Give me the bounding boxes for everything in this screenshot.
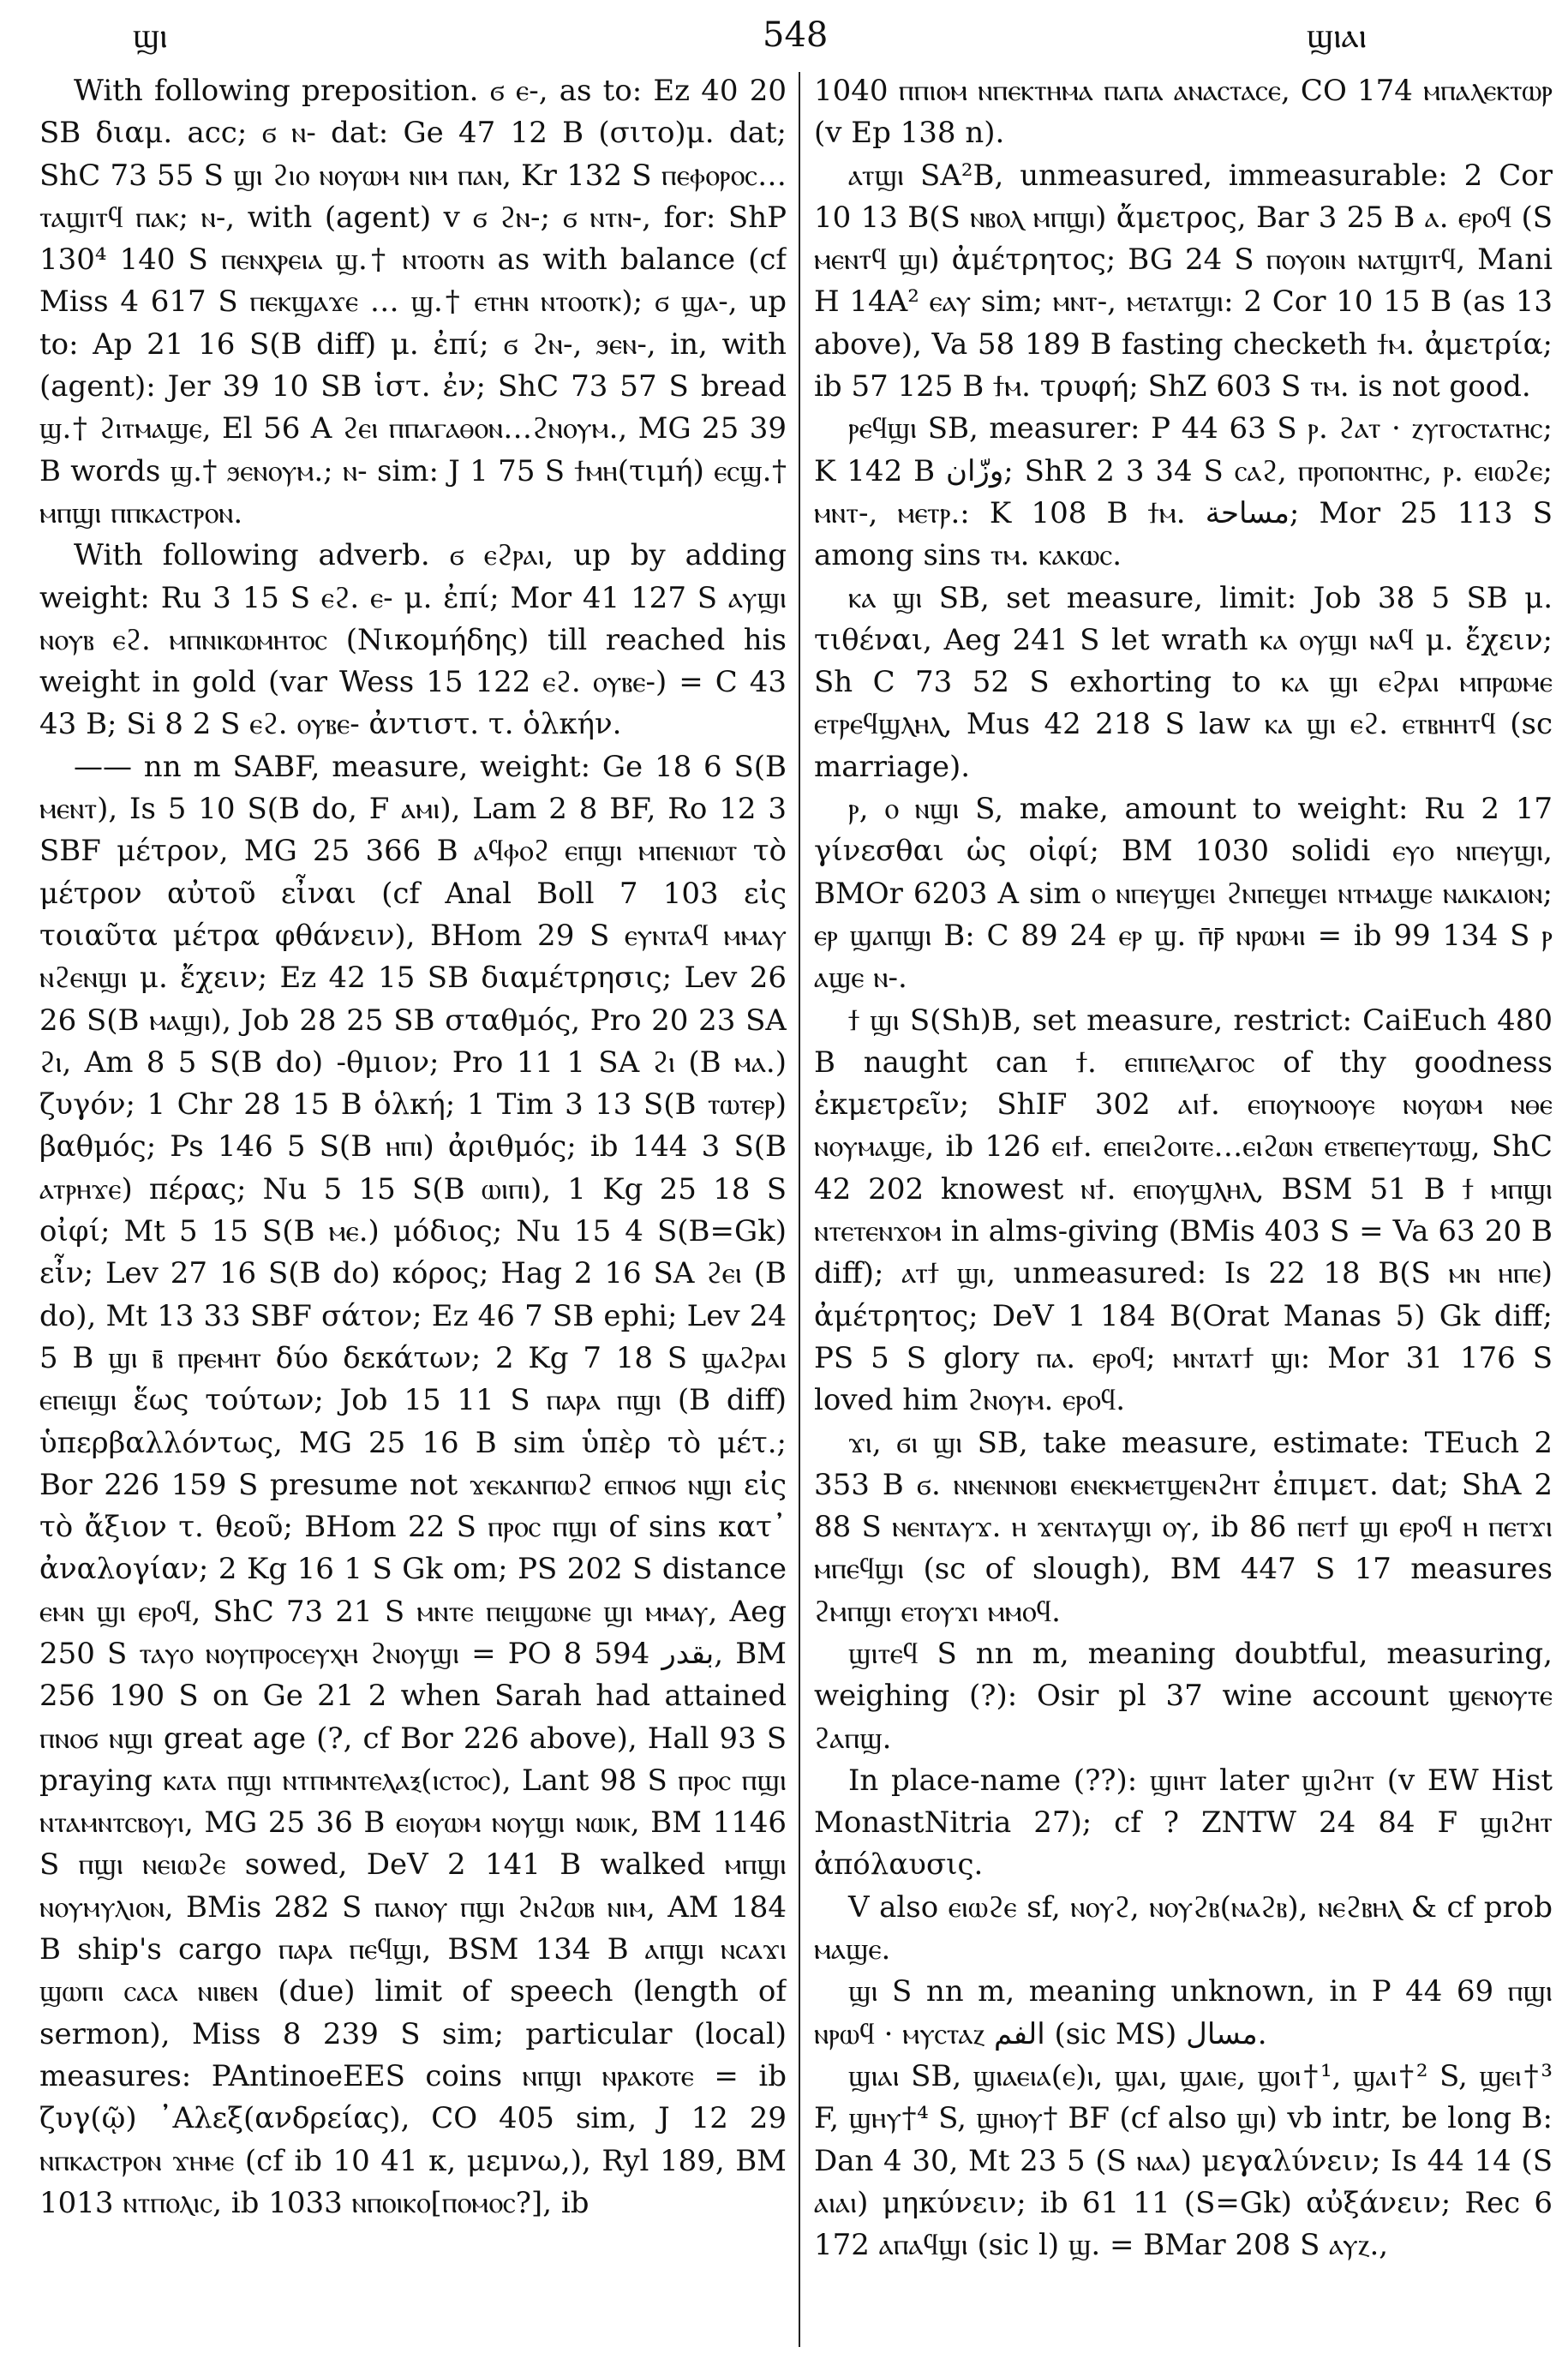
entry-paragraph: ⲣⲉϥϣⲓ SB, measurer: P 44 63 S ⲣ. ϩⲁⲧ · ⲍⲩⲅⲟⲥⲧⲁⲧⲏⲥ; K 142 B وزّان; ShR 2 3 34 S ⲥⲁϩ, ⲡⲣⲟⲡⲟⲛⲧⲏⲥ, ⲣ. ⲉⲓⲱϩⲉ; ⲙⲛⲧ-, ⲙⲉⲧⲣ.: K 108 B ϯⲙ. مساحة; Mor 25 113 S among sins ⲧⲙ. ⲕⲁⲕⲱⲥ. <box>814 411 1553 573</box>
entry-paragraph: ϣⲓ S nn m, meaning unknown, in P 44 69 ⲡϣⲓ ⲛⲣⲱϥ · ⲙⲩⲥⲧⲁⲍ الفم (sic MS) مسال. <box>814 1974 1553 2051</box>
left-running-headword: ϣⲓ <box>133 16 168 56</box>
right-running-headword: ϣⲓⲁⲓ <box>1307 16 1368 56</box>
entry-paragraph: In place-name (??): ϣⲓⲏⲧ later ϣⲓϩⲏⲧ (v EW Hist MonastNitria 27); cf ? ZNTW 24 84 F ϣⲓϩⲏⲧ ἀπόλαυσις. <box>814 1763 1553 1883</box>
page-header <box>34 9 1534 69</box>
entry-paragraph: ϯ ϣⲓ S(Sh)B, set measure, restrict: CaiEuch 480 B naught can ϯ. ⲉⲡⲓⲡⲉⲗⲁⲅⲟⲥ of thy goodness ἐκμετρεῖν; ShIF 302 ⲁⲓϯ. ⲉⲡⲟⲩⲛⲟⲟⲩⲉ ⲛⲟⲩⲱⲙ ⲛⲑⲉ ⲛⲟⲩⲙⲁϣⲉ, ib 126 ⲉⲓϯ. ⲉⲡⲉⲓϩⲟⲓⲧⲉ…ⲉⲓϩⲱⲛ ⲉⲧⲃⲉⲡⲉⲩⲧⲱϣ, ShC 42 202 knowest ⲛϯ. ⲉⲡⲟⲩϣⲗⲏⲗ, BSM 51 B ϯ ⲙⲡϣⲓ ⲛⲧⲉⲧⲉⲛϫⲟⲙ in alms-giving (BMis 403 S = Va 63 20 B diff); ⲁⲧϯ ϣⲓ, unmeasured: Is 22 18 B(S ⲙⲛ ⲏⲡⲉ) ἀμέτρητος; DeV 1 184 B(Orat Manas 5) Gk diff; PS 5 S glory ⲡⲁ. ⲉⲣⲟϥ; ⲙⲛⲧⲁⲧϯ ϣⲓ: Mor 31 176 S loved him ϩⲛⲟⲩⲙ. ⲉⲣⲟϥ. <box>814 1003 1553 1418</box>
entry-paragraph: 1040 ⲡⲡⲓⲟⲙ ⲛⲡⲉⲕⲧⲏⲙⲁ ⲡⲁⲡⲁ ⲁⲛⲁⲥⲧⲁⲥⲉ, CO 174 ⲙⲡⲁⲗⲉⲕⲧⲱⲣ (v Ep 138 n). <box>814 74 1553 151</box>
left-column <box>39 70 787 2341</box>
entry-paragraph: ϣⲓⲧⲉϥ S nn m, meaning doubtful, measuring, weighing (?): Osir pl 37 wine account ϣⲉⲛⲟⲩⲧⲉ ϩⲁⲡϣ. <box>814 1636 1553 1756</box>
column-divider <box>799 72 800 2347</box>
entry-paragraph: V also ⲉⲓⲱϩⲉ sf, ⲛⲟⲩϩ, ⲛⲟⲩϩⲃ(ⲛⲁϩⲃ), ⲛⲉϩⲃⲏⲗ & cf prob ⲙⲁϣⲉ. <box>814 1889 1553 1967</box>
entry-paragraph: ⲕⲁ ϣⲓ SB, set measure, limit: Job 38 5 SB μ. τιθέναι, Aeg 241 S let wrath ⲕⲁ ⲟⲩϣⲓ ⲛⲁϥ μ. ἔχειν; Sh C 73 52 S exhorting to ⲕⲁ ϣⲓ ⲉϩⲣⲁⲓ ⲙⲡⲣⲱⲙⲉ ⲉⲧⲣⲉϥϣⲗⲏⲗ, Mus 42 218 S law ⲕⲁ ϣⲓ ⲉϩ. ⲉⲧⲃⲏⲏⲧϥ (sc marriage). <box>814 580 1553 784</box>
entry-paragraph: ⲁⲧϣⲓ SA²B, unmeasured, immeasurable: 2 Cor 10 13 B(S ⲛⲃⲟⲗ ⲙⲡϣⲓ) ἄμετρος, Bar 3 25 B ⲁ. ⲉⲣⲟϥ (S ⲙⲉⲛⲧϥ ϣⲓ) ἀμέτρητος; BG 24 S ⲡⲟⲩⲟⲓⲛ ⲛⲁⲧϣⲓⲧϥ, Mani H 14A² ⲉⲁⲩ sim; ⲙⲛⲧ-, ⲙⲉⲧⲁⲧϣⲓ: 2 Cor 10 15 B (as 13 above), Va 58 189 B fasting checketh ϯⲙ. ἀμετρία; ib 57 125 B ϯⲙ. τρυφή; ShZ 603 S ⲧⲙ. is not good. <box>814 158 1553 404</box>
entry-paragraph: ϣⲓⲁⲓ SB, ϣⲓⲁⲉⲓⲁ(ⲉ)ⲓ, ϣⲁⲓ, ϣⲁⲓⲉ, ϣⲟⲓ†¹, ϣⲁⲓ†² S, ϣⲉⲓ†³ F, ϣⲏⲩ†⁴ S, ϣⲏⲟⲩ† BF (cf also ϣⲓ) vb intr, be long B: Dan 4 30, Mt 23 5 (S ⲛⲁⲁ) μεγαλύνειν; Is 44 14 (S ⲁⲓⲁⲓ) μηκύνειν; ib 61 11 (S=Gk) αὐξάνειν; Rec 6 172 ⲁⲡⲁϥϣⲓ (sic l) ϣ. = BMar 208 S ⲁⲩⲍ., <box>814 2058 1553 2263</box>
page-number: 548 <box>763 15 829 55</box>
entry-paragraph: ⲣ, ⲟ ⲛϣⲓ S, make, amount to weight: Ru 2 17 γίνεσθαι ὡς οἰφί; BM 1030 solidi ⲉⲩⲟ ⲛⲡⲉⲩϣⲓ, BMOr 6203 A sim ⲟ ⲛⲡⲉⲩϣⲉⲓ ϩⲛⲡⲉϣⲉⲓ ⲛⲧⲙⲁϣⲉ ⲛⲁⲓⲕⲁⲓⲟⲛ; ⲉⲣ ϣⲁⲡϣⲓ B: C 89 24 ⲉⲣ ϣ. ⲡ̄ⲣ̄ ⲛⲣⲱⲙⲓ = ib 99 134 S ⲣ ⲁϣⲉ ⲛ-. <box>814 792 1553 996</box>
entry-paragraph: —— nn m SABF, measure, weight: Ge 18 6 S(B ⲙⲉⲛⲧ), Is 5 10 S(B do, F ⲁⲙⲓ), Lam 2 8 BF, Ro 12 3 SBF μέτρον, MG 25 366 B ⲁϥⲫⲟϩ ⲉⲡϣⲓ ⲙⲡⲉⲛⲓⲱⲧ τὸ μέτρον αὐτοῦ εἶναι (cf Anal Boll 7 103 εἰς τοιαῦτα μέτρα φθάνειν), BHom 29 S ⲉⲩⲛⲧⲁϥ ⲙⲙⲁⲩ ⲛϩⲉⲛϣⲓ μ. ἔχειν; Ez 42 15 SB διαμέτρησις; Lev 26 26 S(B ⲙⲁϣⲓ), Job 28 25 SB σταθμός, Pro 20 23 SA ϩⲓ, Am 8 5 S(B do) -θμιον; Pro 11 1 SA ϩⲓ (B ⲙⲁ.) ζυγόν; 1 Chr 28 15 B ὁλκή; 1 Tim 3 13 S(B ⲧⲱⲧⲉⲣ) βαθμός; Ps 146 5 S(B ⲏⲡⲓ) ἀριθμός; ib 144 3 S(B ⲁⲧⲣⲏϫⲉ) πέρας; Nu 5 15 S(B ⲱⲓⲡⲓ), 1 Kg 25 18 S οἰφί; Mt 5 15 S(B ⲙⲉ.) μόδιος; Nu 15 4 S(B=Gk) εἶν; Lev 27 16 S(B do) κόρος; Hag 2 16 SA ϩⲉⲓ (B do), Mt 13 33 SBF σάτον; Ez 46 7 SB ephi; Lev 24 5 B ϣⲓ ⲃ̄ ⲡⲣⲉⲙⲏⲧ δύο δεκάτων; 2 Kg 7 18 S ϣⲁϩⲣⲁⲓ ⲉⲡⲉⲓϣⲓ ἕως τούτων; Job 15 11 S ⲡⲁⲣⲁ ⲡϣⲓ (B diff) ὑπερβαλλόντως, MG 25 16 B sim ὑπὲρ τὸ μέτ.; Bor 226 159 S presume not ϫⲉⲕⲁⲛⲡⲱϩ ⲉⲡⲛⲟϭ ⲛϣⲓ εἰς τὸ ἄξιον τ. θεοῦ; BHom 22 S ⲡⲣⲟⲥ ⲡϣⲓ of sins κατ᾽ ἀναλογίαν; 2 Kg 16 1 S Gk om; PS 202 S distance ⲉⲙⲛ ϣⲓ ⲉⲣⲟϥ, ShC 73 21 S ⲙⲛⲧⲉ ⲡⲉⲓϣⲱⲛⲉ ϣⲓ ⲙⲙⲁⲩ, Aeg 250 S ⲧⲁⲩⲟ ⲛⲟⲩⲡⲣⲟⲥⲉⲩⲭⲏ ϩⲛⲟⲩϣⲓ = PO 8 594 بقدر, BM 256 190 S on Ge 21 2 when Sarah had attained ⲡⲛⲟϭ ⲛϣⲓ great age (?, cf Bor 226 above), Hall 93 S praying ⲕⲁⲧⲁ ⲡϣⲓ ⲛⲧⲡⲙⲛⲧⲉⲗⲁⲝ(ⲓⲥⲧⲟⲥ), Lant 98 S ⲡⲣⲟⲥ ⲡϣⲓ ⲛⲧⲁⲙⲛⲧⲥⲃⲟⲩⲓ, MG 25 36 B ⲉⲓⲟⲩⲱⲙ ⲛⲟⲩϣⲓ ⲛⲱⲓⲕ, BM 1146 S ⲡϣⲓ ⲛⲉⲓⲱϩⲉ sowed, DeV 2 141 B walked ⲙⲡϣⲓ ⲛⲟⲩⲙⲩⲗⲓⲟⲛ, BMis 282 S ⲡⲁⲛⲟⲩ ⲡϣⲓ ϩⲛϩⲱⲃ ⲛⲓⲙ, AM 184 B ship's cargo ⲡⲁⲣⲁ ⲡⲉϥϣⲓ, BSM 134 B ⲁⲡϣⲓ ⲛⲥⲁϫⲓ ϣⲱⲡⲓ ⲥⲁⲥⲁ ⲛⲓⲃⲉⲛ (due) limit of speech (length of sermon), Miss 8 239 S sim; particular (local) measures: PAntinoeEES coins ⲛⲡϣⲓ ⲛⲣⲁⲕⲟⲧⲉ = ib ζυγ(ῷ) ᾿Αλεξ(ανδρείας), CO 405 sim, J 12 29 ⲛⲡⲕⲁⲥⲧⲣⲟⲛ ϫⲏⲙⲉ (cf ib 10 41 κ, μεμνω,), Ryl 189, BM 1013 ⲛⲧⲡⲟⲗⲓⲥ, ib 1033 ⲛⲡⲟⲓⲕⲟ[ⲡⲟⲙⲟⲥ?], ib <box>39 749 787 2220</box>
entry-paragraph: With following adverb. ϭ ⲉϩⲣⲁⲓ, up by adding weight: Ru 3 15 S ⲉϩ. ⲉ- μ. ἐπί; Mor 41 127 S ⲁⲩϣⲓ ⲛⲟⲩⲃ ⲉϩ. ⲙⲡⲛⲓⲕⲱⲙⲏⲧⲟⲥ (Νικομήδης) till reached his weight in gold (var Wess 15 122 ⲉϩ. ⲟⲩⲃⲉ-) = C 43 43 B; Si 8 2 S ⲉϩ. ⲟⲩⲃⲉ- ἀντιστ. τ. ὁλκήν. <box>39 538 787 742</box>
right-column <box>814 70 1553 2341</box>
entry-paragraph: With following preposition. ϭ ⲉ-, as to: Ez 40 20 SB διαμ. acc; ϭ ⲛ- dat: Ge 47 12 B (σιτο)μ. dat; ShC 73 55 S ϣⲓ ϩⲓⲟ ⲛⲟⲩⲱⲙ ⲛⲓⲙ ⲡⲁⲛ, Kr 132 S ⲡⲉⲫⲟⲣⲟⲥ…ⲧⲁϣⲓⲧϥ ⲡⲁⲕ; ⲛ-, with (agent) v ϭ ϩⲛ-; ϭ ⲛⲧⲛ-, for: ShP 130⁴ 140 S ⲡⲉⲛⲭⲣⲉⲓⲁ ϣ.† ⲛⲧⲟⲟⲧⲛ as with balance (cf Miss 4 617 S ⲡⲉⲕϣⲁϫⲉ … ϣ.† ⲉⲧⲏⲛ ⲛⲧⲟⲟⲧⲕ); ϭ ϣⲁ-, up to: Ap 21 16 S(B diff) μ. ἐπί; ϭ ϩⲛ-, ϧⲉⲛ-, in, with (agent): Jer 39 10 SB ἱστ. ἐν; ShC 73 57 S bread ϣ.† ϩⲓⲧⲙⲁϣⲉ, El 56 A ϩⲉⲓ ⲡⲡⲁⲅⲁⲑⲟⲛ…ϩⲛⲟⲩⲙ., MG 25 39 B words ϣ.† ϧⲉⲛⲟⲩⲙ.; ⲛ- sim: J 1 75 S ϯⲙⲏ(τιμή) ⲉⲥϣ.† ⲙⲡϣⲓ ⲡⲡⲕⲁⲥⲧⲣⲟⲛ. <box>39 74 787 530</box>
entry-paragraph: ϫⲓ, ϭⲓ ϣⲓ SB, take measure, estimate: TEuch 2 353 B ϭ. ⲛⲛⲉⲛⲛⲟⲃⲓ ⲉⲛⲉⲕⲙⲉⲧϣⲉⲛϩⲏⲧ ἐπιμετ. dat; ShA 2 88 S ⲛⲉⲛⲧⲁⲩϫ. ⲏ ϫⲉⲛⲧⲁⲩϣⲓ ⲟⲩ, ib 86 ⲡⲉⲧϯ ϣⲓ ⲉⲣⲟϥ ⲏ ⲡⲉⲧϫⲓ ⲙⲡⲉϥϣⲓ (sc of slough), BM 447 S 17 measures ϩⲙⲡϣⲓ ⲉⲧⲟⲩϫⲓ ⲙⲙⲟϥ. <box>814 1425 1553 1629</box>
